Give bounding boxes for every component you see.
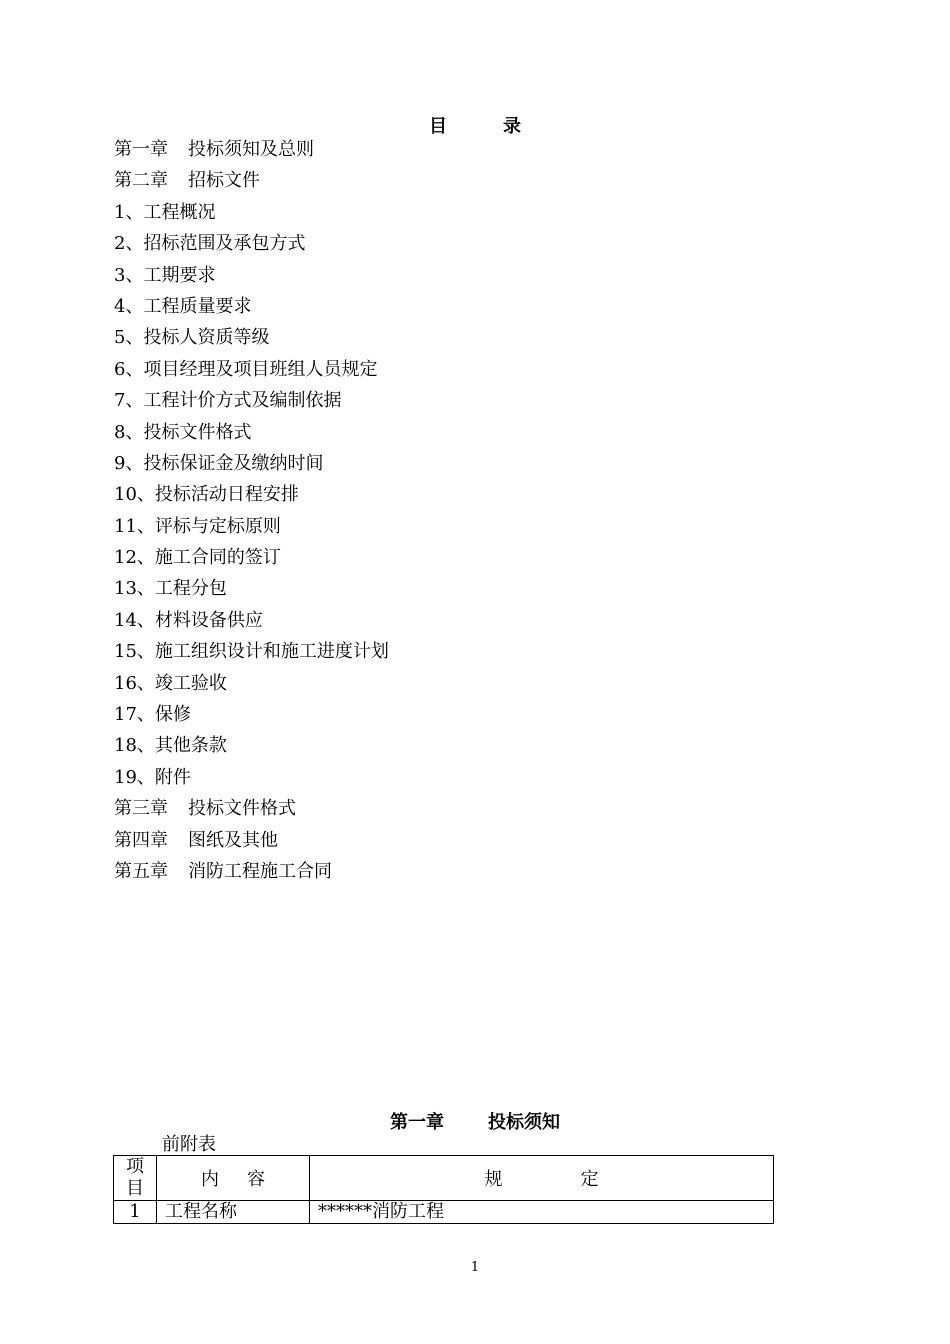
toc-item[interactable] xyxy=(114,354,389,385)
toc-item[interactable] xyxy=(114,605,389,636)
toc-item-label: 6、项目经理及项目班组人员规定 xyxy=(114,358,378,380)
toc-item-label: 2、招标范围及承包方式 xyxy=(114,233,306,255)
toc-item[interactable] xyxy=(114,260,389,291)
row-item-value: ******消防工程 xyxy=(310,1201,774,1224)
toc-item-label: 12、施工合同的签订 xyxy=(114,547,281,569)
toc-item[interactable] xyxy=(114,542,389,573)
toc-item[interactable] xyxy=(114,699,389,730)
toc-item-label: 1、工程概况 xyxy=(114,201,216,223)
front-attachment-table xyxy=(113,1155,774,1224)
header-content-a: 内 xyxy=(201,1169,219,1190)
toc-item[interactable] xyxy=(114,197,389,228)
toc-item[interactable] xyxy=(114,228,389,259)
page-number: 1 xyxy=(470,1260,480,1275)
toc-item[interactable] xyxy=(114,448,389,479)
toc-item[interactable] xyxy=(114,165,389,196)
toc-item[interactable] xyxy=(114,385,389,416)
toc-chapter-num: 第五章 xyxy=(114,860,168,882)
toc-item-label: 招标文件 xyxy=(188,170,260,192)
toc-item-label: 图纸及其他 xyxy=(188,829,278,851)
toc-item-label: 16、竣工验收 xyxy=(114,672,227,694)
row-item-name: 工程名称 xyxy=(157,1201,310,1224)
toc-item[interactable] xyxy=(114,134,389,165)
toc-item[interactable] xyxy=(114,322,389,353)
toc-title-left: 目 xyxy=(429,116,447,137)
header-item-line2: 目 xyxy=(126,1178,144,1199)
toc-title-right: 录 xyxy=(503,116,521,137)
row-number: 1 xyxy=(114,1201,157,1224)
table-caption: 前附表 xyxy=(162,1134,216,1155)
header-item-line1: 项 xyxy=(126,1156,144,1177)
toc-item-label: 13、工程分包 xyxy=(114,578,227,600)
header-content-cell xyxy=(157,1156,310,1201)
toc-item-label: 投标文件格式 xyxy=(188,798,296,820)
toc-item-label: 19、附件 xyxy=(114,766,191,788)
toc-item-label: 5、投标人资质等级 xyxy=(114,327,270,349)
chapter-num: 第一章 xyxy=(390,1112,444,1133)
toc-item-label: 8、投标文件格式 xyxy=(114,421,252,443)
toc-chapter-num: 第三章 xyxy=(114,798,168,820)
table-of-contents xyxy=(114,134,389,887)
toc-item-label: 9、投标保证金及缴纳时间 xyxy=(114,452,324,474)
toc-item[interactable] xyxy=(114,291,389,322)
toc-item-label: 10、投标活动日程安排 xyxy=(114,484,299,506)
toc-item-label: 18、其他条款 xyxy=(114,735,227,757)
toc-item-label: 15、施工组织设计和施工进度计划 xyxy=(114,641,389,663)
toc-item[interactable] xyxy=(114,793,389,824)
toc-item[interactable] xyxy=(114,668,389,699)
chapter-name: 投标须知 xyxy=(488,1112,560,1133)
chapter-title xyxy=(0,1110,950,1136)
toc-item[interactable] xyxy=(114,479,389,510)
toc-item[interactable] xyxy=(114,730,389,761)
toc-item-label: 7、工程计价方式及编制依据 xyxy=(114,390,342,412)
toc-chapter-num: 第一章 xyxy=(114,139,168,160)
table-row xyxy=(114,1201,774,1224)
header-rule-b: 定 xyxy=(580,1169,599,1190)
toc-item-label: 4、工程质量要求 xyxy=(114,295,252,317)
header-rule-a: 规 xyxy=(484,1169,503,1190)
toc-item[interactable] xyxy=(114,762,389,793)
toc-item[interactable] xyxy=(114,511,389,542)
toc-item-label: 3、工期要求 xyxy=(114,264,216,286)
toc-item[interactable] xyxy=(114,573,389,604)
header-item-cell xyxy=(114,1156,157,1201)
header-rule-cell xyxy=(310,1156,774,1201)
toc-item[interactable] xyxy=(114,636,389,667)
toc-item[interactable] xyxy=(114,825,389,856)
toc-item-label: 消防工程施工合同 xyxy=(188,860,332,882)
toc-item[interactable] xyxy=(114,856,389,887)
toc-item[interactable] xyxy=(114,417,389,448)
table-header-row xyxy=(114,1156,774,1201)
toc-item-label: 11、评标与定标原则 xyxy=(114,515,281,537)
toc-item-label: 投标须知及总则 xyxy=(188,139,314,160)
toc-chapter-num: 第四章 xyxy=(114,829,168,851)
header-content-b: 容 xyxy=(247,1169,265,1190)
toc-item-label: 17、保修 xyxy=(114,704,191,726)
toc-chapter-num: 第二章 xyxy=(114,170,168,192)
toc-item-label: 14、材料设备供应 xyxy=(114,609,263,631)
